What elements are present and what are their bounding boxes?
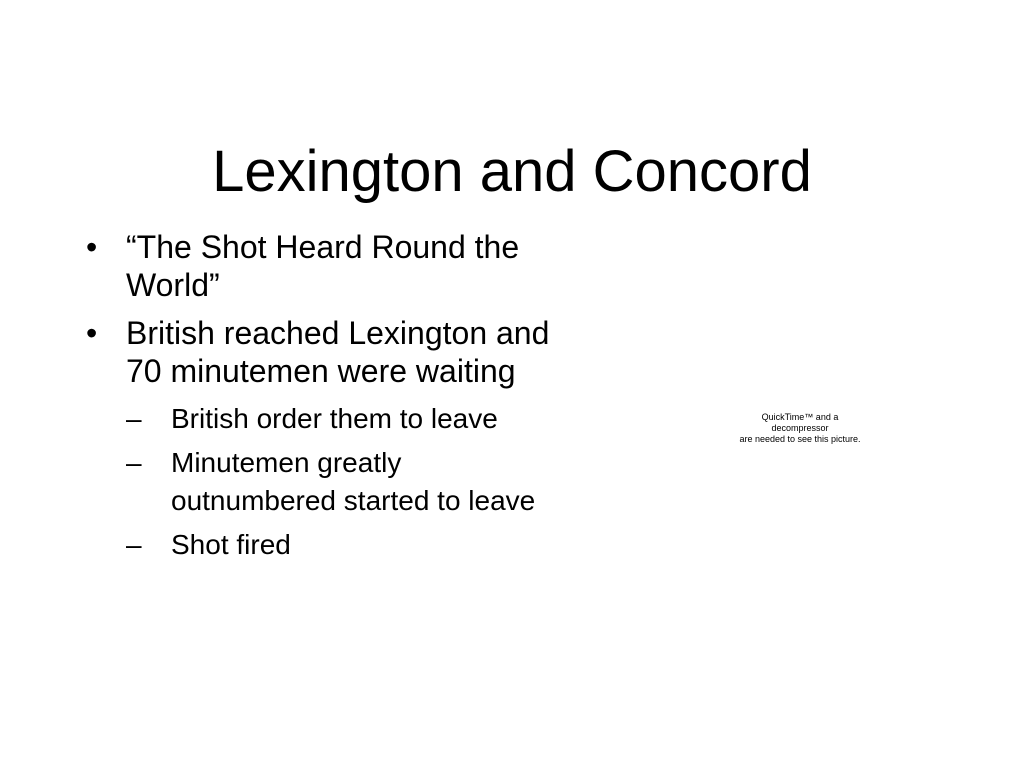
image-placeholder [730, 412, 870, 445]
sub-bullet-text: Minutemen greatly outnumbered started to leave [171, 447, 536, 516]
sub-bullet-text: British order them to leave [171, 403, 498, 434]
slide-title: Lexington and Concord [212, 138, 812, 204]
sub-bullet-item [126, 444, 541, 520]
bullet-item [86, 314, 556, 390]
bullet-marker: • [86, 229, 98, 265]
bullet-marker: • [86, 315, 98, 351]
bullet-text: British reached Lexington and 70 minutemen were waiting [126, 315, 550, 389]
sub-bullet-text: Shot fired [171, 529, 291, 560]
image-placeholder-line: are needed to see this picture. [739, 434, 861, 444]
sub-bullet-marker: – [126, 447, 142, 478]
image-placeholder-line: QuickTime™ and a [761, 412, 839, 422]
sub-bullet-marker: – [126, 403, 142, 434]
bullet-text: “The Shot Heard Round the World” [126, 229, 520, 303]
sub-bullet-marker: – [126, 529, 142, 560]
bullet-item [86, 228, 556, 304]
sub-bullet-item [126, 400, 541, 438]
image-placeholder-line: decompressor [771, 423, 829, 433]
slide-body [86, 228, 556, 570]
sub-bullet-item [126, 526, 541, 564]
